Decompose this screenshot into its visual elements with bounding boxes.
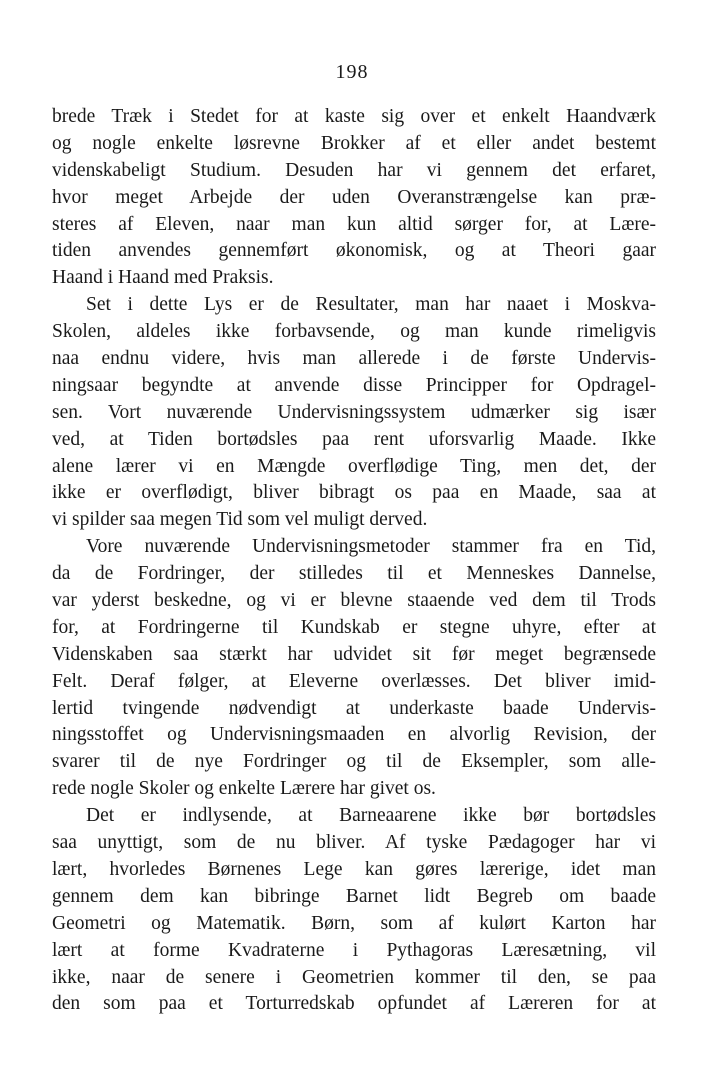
- text-line: tiden anvendes gennemført økonomisk, og at Theori gaar: [52, 240, 656, 262]
- text-line: Geometri og Matematik. Børn, som af kulørt Karton har: [52, 912, 656, 934]
- text-line: ningsstoffet og Undervisningsmaaden en alvorlig Revision, der: [52, 724, 656, 746]
- text-line: sen. Vort nuværende Undervisningssystem udmærker sig især: [52, 401, 656, 423]
- text-line: da de Fordringer, der stilledes til et Menneskes Dannelse,: [52, 563, 656, 585]
- text-line: rede nogle Skoler og enkelte Lærere har givet os.: [52, 778, 436, 800]
- text-line: den som paa et Torturredskab opfundet af Læreren for at: [52, 993, 656, 1015]
- text-line: ved, at Tiden bortødsles paa rent uforsvarlig Maade. Ikke: [52, 428, 656, 450]
- text-line: svarer til de nye Fordringer og til de Eksempler, som alle-: [52, 751, 656, 773]
- text-line: Skolen, aldeles ikke forbavsende, og man kunde rimeligvis: [52, 321, 656, 343]
- text-line: alene lærer vi en Mængde overflødige Ting, men det, der: [52, 455, 656, 477]
- text-line: lært, hvorledes Børnenes Lege kan gøres lærerige, idet man: [52, 858, 656, 880]
- text-line: vi spilder saa megen Tid som vel muligt derved.: [52, 509, 428, 531]
- text-line: ikke er overflødigt, bliver bibragt os paa en Maade, saa at: [52, 482, 656, 504]
- text-line: lertid tvingende nødvendigt at underkaste baade Undervis-: [52, 697, 656, 719]
- text-line: lært at forme Kvadraterne i Pythagoras Læresætning, vil: [52, 939, 656, 961]
- text-line: ningsaar begyndte at anvende disse Principper for Opdragel-: [52, 374, 656, 396]
- text-line: brede Træk i Stedet for at kaste sig over et enkelt Haandværk: [52, 106, 656, 127]
- text-line: Det er indlysende, at Barneaarene ikke bør bortødsles: [86, 805, 656, 827]
- text-line: og nogle enkelte løsrevne Brokker af et eller andet bestemt: [52, 132, 656, 154]
- text-line: gennem dem kan bibringe Barnet lidt Begreb om baade: [52, 885, 656, 907]
- text-line: steres af Eleven, naar man kun altid sørger for, at Lære-: [52, 213, 656, 235]
- text-line: Vore nuværende Undervisningsmetoder stammer fra en Tid,: [86, 536, 656, 558]
- text-line: var yderst beskedne, og vi er blevne staaende ved dem til Trods: [52, 590, 656, 612]
- text-line: hvor meget Arbejde der uden Overanstrængelse kan præ-: [52, 186, 656, 208]
- text-line: for, at Fordringerne til Kundskab er stegne uhyre, efter at: [52, 616, 656, 638]
- body-text: [52, 104, 656, 1018]
- text-line: Videnskaben saa stærkt har udvidet sit før meget begrænsede: [52, 643, 656, 665]
- text-line: Set i dette Lys er de Resultater, man har naaet i Moskva-: [86, 294, 656, 316]
- text-line: Felt. Deraf følger, at Eleverne overlæsses. Det bliver imid-: [52, 670, 656, 692]
- text-line: ikke, naar de senere i Geometrien kommer til den, se paa: [52, 966, 656, 988]
- text-line: videnskabeligt Studium. Desuden har vi gennem det erfaret,: [52, 159, 656, 181]
- text-line: saa unyttigt, som de nu bliver. Af tyske Pædagoger har vi: [52, 832, 656, 854]
- text-line: Haand i Haand med Praksis.: [52, 267, 274, 289]
- text-line: naa endnu videre, hvis man allerede i de første Undervis-: [52, 348, 656, 370]
- page-number: 198: [335, 61, 369, 83]
